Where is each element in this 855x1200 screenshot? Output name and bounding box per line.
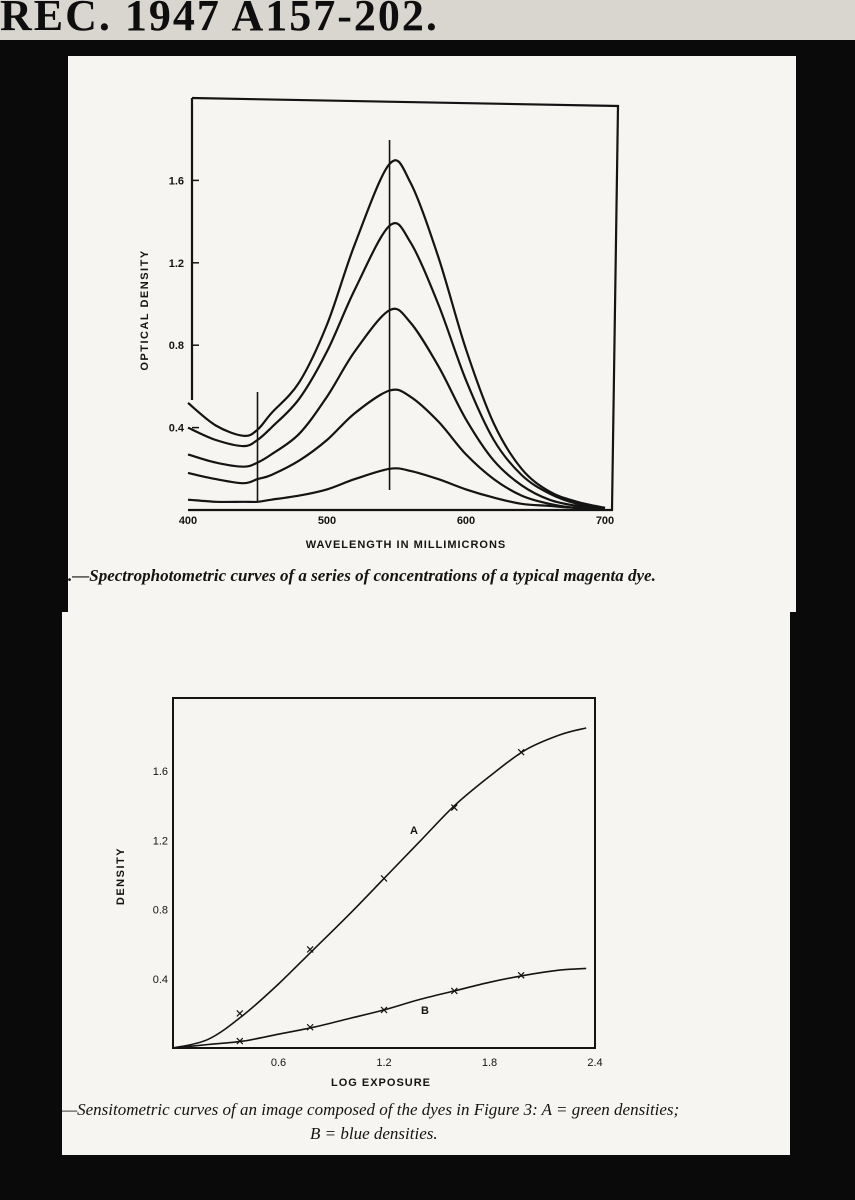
chart2-y-tick-label: 0.4 (152, 973, 168, 986)
chart2-series-B-line (173, 968, 586, 1048)
chart1-x-tick-label: 500 (317, 515, 337, 527)
chart1-y-axis-label: OPTICAL DENSITY (139, 249, 151, 371)
chart2-series-label-B: B (421, 1005, 429, 1017)
chart2-frame (173, 698, 595, 1048)
chart2-y-axis-label: DENSITY (115, 846, 127, 906)
chart1-x-tick-label: 700 (595, 515, 615, 527)
chart2-x-tick-label: 1.2 (376, 1057, 392, 1069)
chart2-x-axis-label: LOG EXPOSURE (330, 1077, 432, 1089)
chart2-y-tick-label: 1.2 (152, 835, 168, 848)
chart1-frame (188, 98, 618, 510)
chart1-y-tick-label: 1.6 (168, 175, 184, 188)
header-handwriting: REC. 1947 A157-202. (0, 0, 439, 40)
chart1-series-3-line (188, 309, 605, 508)
chart1-y-tick-label: 1.2 (168, 257, 184, 270)
chart2-series-A-marker (237, 1010, 243, 1016)
chart2-series-A-line (173, 728, 586, 1048)
chart2-y-tick-label: 0.8 (152, 904, 168, 917)
chart2-series-A-marker (381, 875, 387, 881)
chart2-series-label-A: A (410, 825, 418, 837)
figure-4-caption-line-2: B = blue densities. (310, 1124, 438, 1143)
chart1-x-tick-label: 400 (178, 515, 198, 527)
chart2-y-tick-label: 1.6 (152, 766, 168, 779)
chart2-x-tick-label: 0.6 (270, 1057, 287, 1069)
figure-4-caption-line-1: —Sensitometric curves of an image composed of the dyes in Figure 3: A = green densities; (62, 1100, 680, 1119)
chart1-x-axis-label: WAVELENGTH IN MILLIMICRONS (305, 539, 507, 551)
chart1-series-1-line (188, 160, 605, 508)
chart2-x-tick-label: 1.8 (481, 1057, 498, 1069)
chart1-y-tick-label: 0.8 (168, 340, 184, 353)
chart2-series-A-marker (307, 946, 313, 952)
chart1-y-tick-label: 0.4 (168, 422, 184, 435)
figure-3-caption: .—Spectrophotometric curves of a series of concentrations of a typical magenta dye. (68, 566, 656, 585)
chart2-x-tick-label: 2.4 (587, 1057, 603, 1069)
chart1-x-tick-label: 600 (456, 515, 476, 527)
figure-4-caption (62, 1098, 790, 1146)
